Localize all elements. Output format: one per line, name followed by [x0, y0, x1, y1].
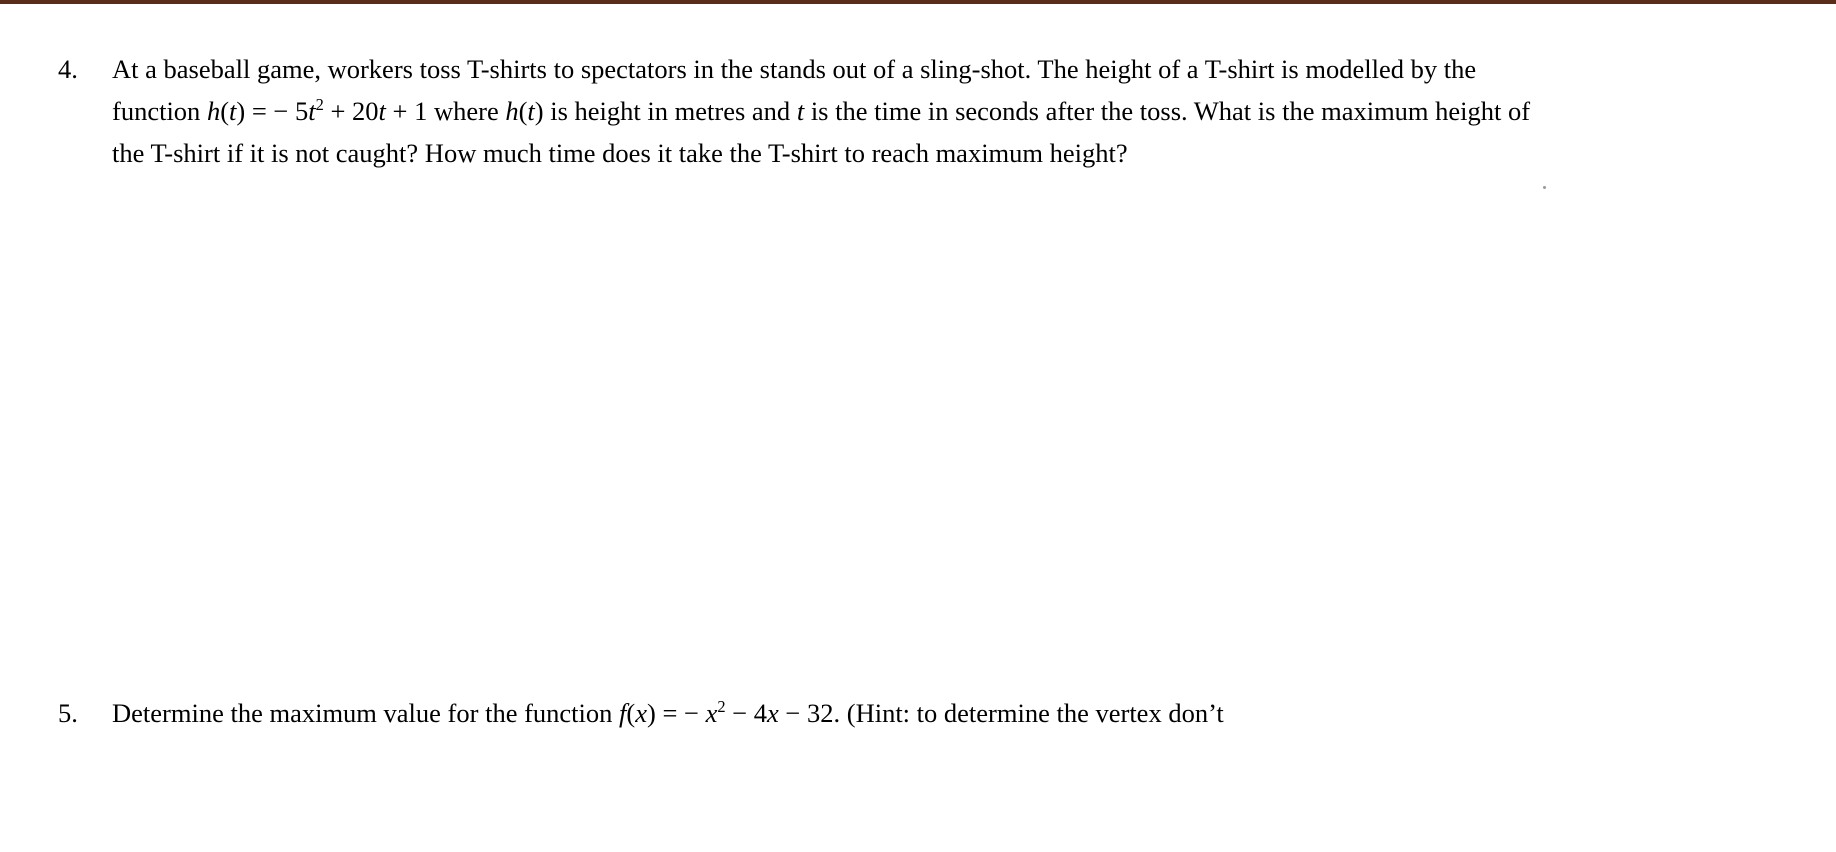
q4-paren-open: ( — [220, 96, 230, 126]
stray-pencil-mark — [1543, 186, 1546, 189]
q5-paren-close: ) — [647, 698, 656, 728]
q4-paren-close: ) — [236, 96, 246, 126]
q4-line2-prefix: T-shirt is modelled by the function — [112, 54, 1477, 126]
q4-variable-t-linear: t — [378, 96, 386, 126]
question-number-4: 4. — [58, 54, 78, 84]
q5-variable-x: x — [635, 698, 647, 728]
q4-function-name-h: h — [206, 96, 221, 126]
q5-prefix-text: Determine the maximum value for the function — [112, 698, 620, 728]
q4-equals-minus-5: = − 5 — [245, 96, 309, 126]
q5-function-name-f: f — [619, 698, 627, 728]
q4-plus-20: + 20 — [323, 96, 379, 126]
question-text-5 — [112, 692, 1554, 734]
q5-variable-x-linear: x — [767, 698, 779, 728]
q4-t-squared-base: t — [308, 96, 316, 126]
question-item-5 — [54, 692, 1554, 734]
q5-equation-f-of-x — [619, 698, 779, 728]
q4-variable-t: t — [229, 96, 237, 126]
q4-line1-text: At a baseball game, workers toss T-shirts to spectators in the stands out of a sling-shot. The height of a — [112, 54, 1199, 84]
q4-line4-text: take the T-shirt to reach maximum height? — [678, 138, 1128, 168]
q4-t-squared-exponent: 2 — [315, 95, 324, 115]
q4-function-name-h-2: h — [505, 96, 519, 126]
q4-equation-h-of-t — [207, 96, 505, 126]
q4-plus-1: + 1 where — [385, 96, 506, 126]
question-text-4 — [112, 48, 1564, 174]
q5-equals-minus: = − — [655, 698, 706, 728]
q5-suffix-text: − 32. (Hint: to determine the vertex don’t — [778, 698, 1224, 728]
q4-h-of-t-second — [505, 96, 543, 126]
question-item-4 — [54, 48, 1564, 174]
q4-variable-t-2: t — [527, 96, 535, 126]
question-number-5: 5. — [58, 698, 78, 728]
q4-line2-tail-b: is the time in — [804, 96, 949, 126]
q4-line3-text: seconds after the toss. What is the maximum height of the T-shirt if it is not caught? How much time does it — [112, 96, 1531, 168]
q4-line2-tail-a: is height in metres and — [543, 96, 797, 126]
q4-paren2-close: ) — [534, 96, 544, 126]
q5-minus-4: − 4 — [725, 698, 768, 728]
q5-x-squared-base: x — [705, 698, 718, 728]
q4-variable-t-3: t — [796, 96, 805, 126]
q5-paren-open: ( — [626, 698, 636, 728]
q4-paren2-open: ( — [518, 96, 528, 126]
q5-x-squared-exponent: 2 — [717, 697, 726, 717]
